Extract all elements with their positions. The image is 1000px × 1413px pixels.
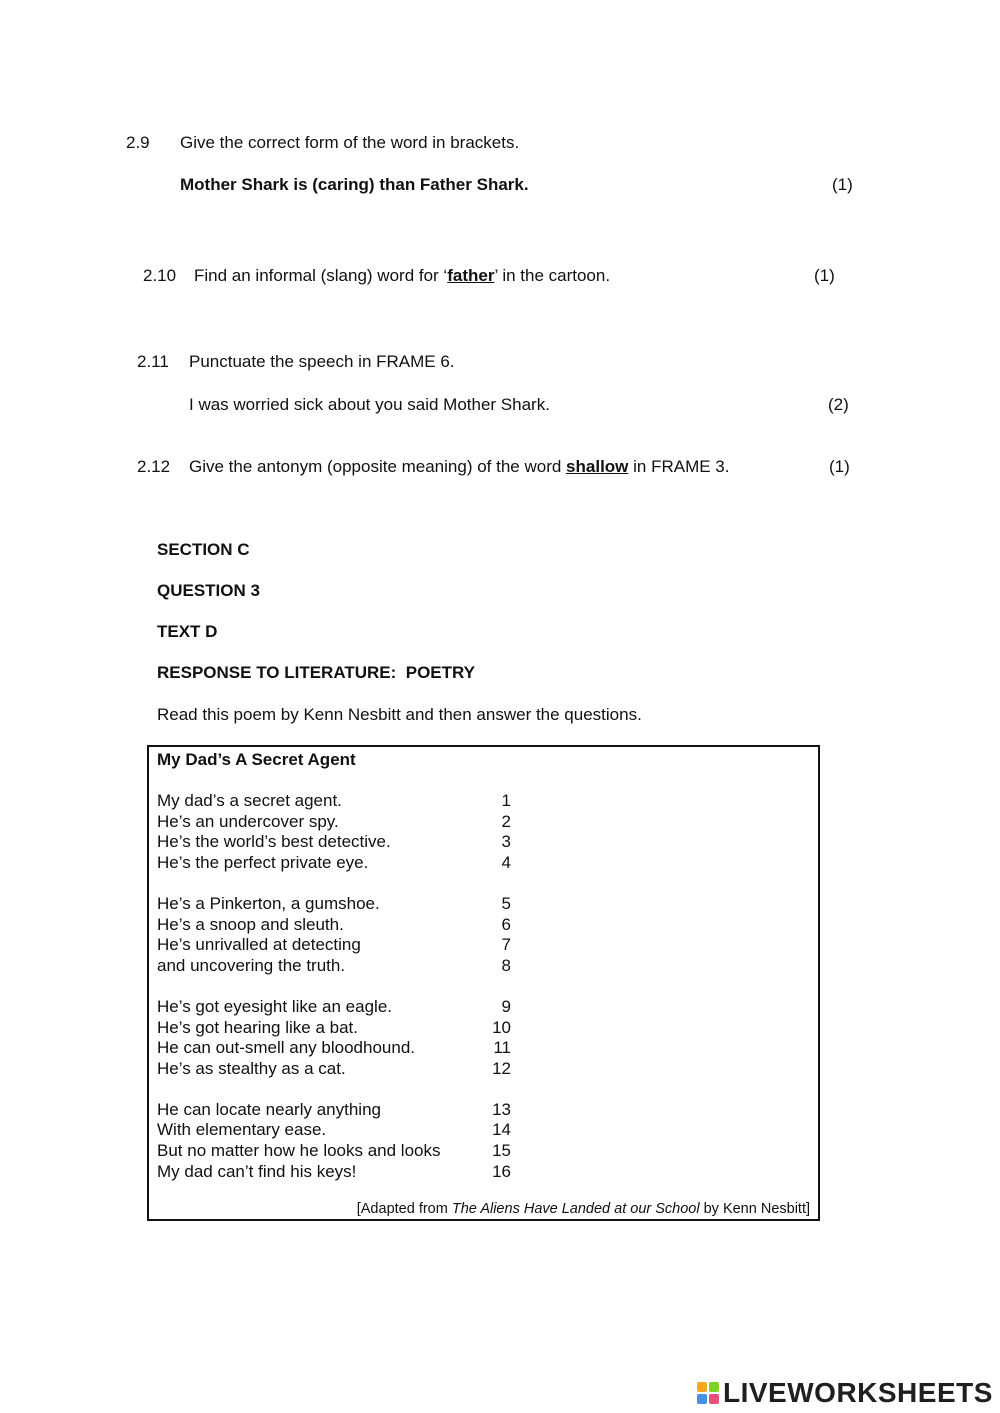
question-marks-2-9: (1): [832, 175, 853, 194]
question-number-2-9: 2.9: [126, 133, 150, 152]
poem-source: [357, 1201, 810, 1217]
source-title: The Aliens Have Landed at our School: [451, 1201, 700, 1217]
keyword-shallow: shallow: [566, 457, 629, 476]
line-number: 13: [492, 1100, 511, 1119]
response-heading: RESPONSE TO LITERATURE: POETRY: [157, 663, 475, 682]
line-number: 12: [492, 1059, 511, 1078]
line-number: 10: [492, 1018, 511, 1037]
line-number: 9: [501, 997, 511, 1016]
line-number: 11: [493, 1038, 511, 1057]
line-number: 16: [492, 1162, 511, 1181]
poem-line: He can locate nearly anything: [157, 1100, 381, 1119]
text-heading: TEXT D: [157, 622, 218, 641]
line-number: 3: [501, 832, 511, 851]
poem-box: [147, 745, 820, 1221]
poem-line: and uncovering the truth.: [157, 956, 346, 975]
poem-line: He’s unrivalled at detecting: [157, 935, 361, 954]
poem-line: He can out-smell any bloodhound.: [157, 1038, 415, 1057]
line-number: 2: [501, 812, 511, 831]
liveworksheets-logo: [697, 1377, 993, 1409]
poem-line: He’s got eyesight like an eagle.: [157, 997, 393, 1016]
question-heading: QUESTION 3: [157, 581, 260, 600]
keyword-father: father: [447, 266, 495, 285]
poem-line: He’s got hearing like a bat.: [157, 1018, 358, 1037]
logo-icon: [697, 1382, 719, 1404]
line-number: 7: [501, 935, 511, 954]
poem-line: But no matter how he looks and looks: [157, 1141, 441, 1160]
instruction-text: Read this poem by Kenn Nesbitt and then answer the questions.: [157, 705, 642, 724]
poem-line: He’s a Pinkerton, a gumshoe.: [157, 894, 380, 913]
question-marks-2-12: (1): [829, 457, 850, 476]
line-number: 8: [501, 956, 511, 975]
logo-text: LIVEWORKSHEETS: [723, 1377, 993, 1408]
question-prompt-2-9: Give the correct form of the word in brackets.: [180, 133, 520, 152]
line-number: 15: [492, 1141, 511, 1160]
prompt-part: Find an informal (slang) word for ‘: [194, 266, 448, 285]
poem-line: He’s a snoop and sleuth.: [157, 915, 344, 934]
line-number: 4: [501, 853, 511, 872]
line-number: 14: [492, 1120, 511, 1139]
section-heading: SECTION C: [157, 540, 250, 559]
logo-square: [709, 1382, 719, 1392]
prompt-part: Give the antonym (opposite meaning) of the word: [189, 457, 567, 476]
poem-line: My dad’s a secret agent.: [157, 791, 342, 810]
logo-square: [697, 1394, 707, 1404]
logo-square: [697, 1382, 707, 1392]
poem-line: He’s the perfect private eye.: [157, 853, 369, 872]
question-prompt-2-11: Punctuate the speech in FRAME 6.: [189, 352, 455, 371]
logo-square: [709, 1394, 719, 1404]
question-sentence-2-11: I was worried sick about you said Mother Shark.: [189, 395, 550, 414]
poem-line: He’s the world’s best detective.: [157, 832, 391, 851]
poem-line: He’s as stealthy as a cat.: [157, 1059, 346, 1078]
question-marks-2-11: (2): [828, 395, 849, 414]
question-prompt-2-10: [194, 266, 610, 286]
prompt-part: in FRAME 3.: [628, 457, 730, 476]
question-marks-2-10: (1): [814, 266, 835, 285]
line-number: 6: [501, 915, 511, 934]
question-number-2-11: 2.11: [137, 352, 169, 371]
source-part: [Adapted from: [356, 1201, 452, 1217]
source-part: by Kenn Nesbitt]: [699, 1201, 810, 1217]
line-number: 1: [501, 791, 511, 810]
poem-line: With elementary ease.: [157, 1120, 327, 1139]
line-number: 5: [501, 894, 511, 913]
question-prompt-2-12: [189, 457, 730, 477]
poem-title: My Dad’s A Secret Agent: [157, 750, 356, 769]
prompt-part: ’ in the cartoon.: [494, 266, 611, 285]
poem-line: He’s an undercover spy.: [157, 812, 339, 831]
question-number-2-10: 2.10: [143, 266, 177, 285]
question-number-2-12: 2.12: [137, 457, 171, 476]
question-sentence-2-9: Mother Shark is (caring) than Father Shark.: [180, 175, 529, 194]
poem-line: My dad can’t find his keys!: [157, 1162, 357, 1181]
